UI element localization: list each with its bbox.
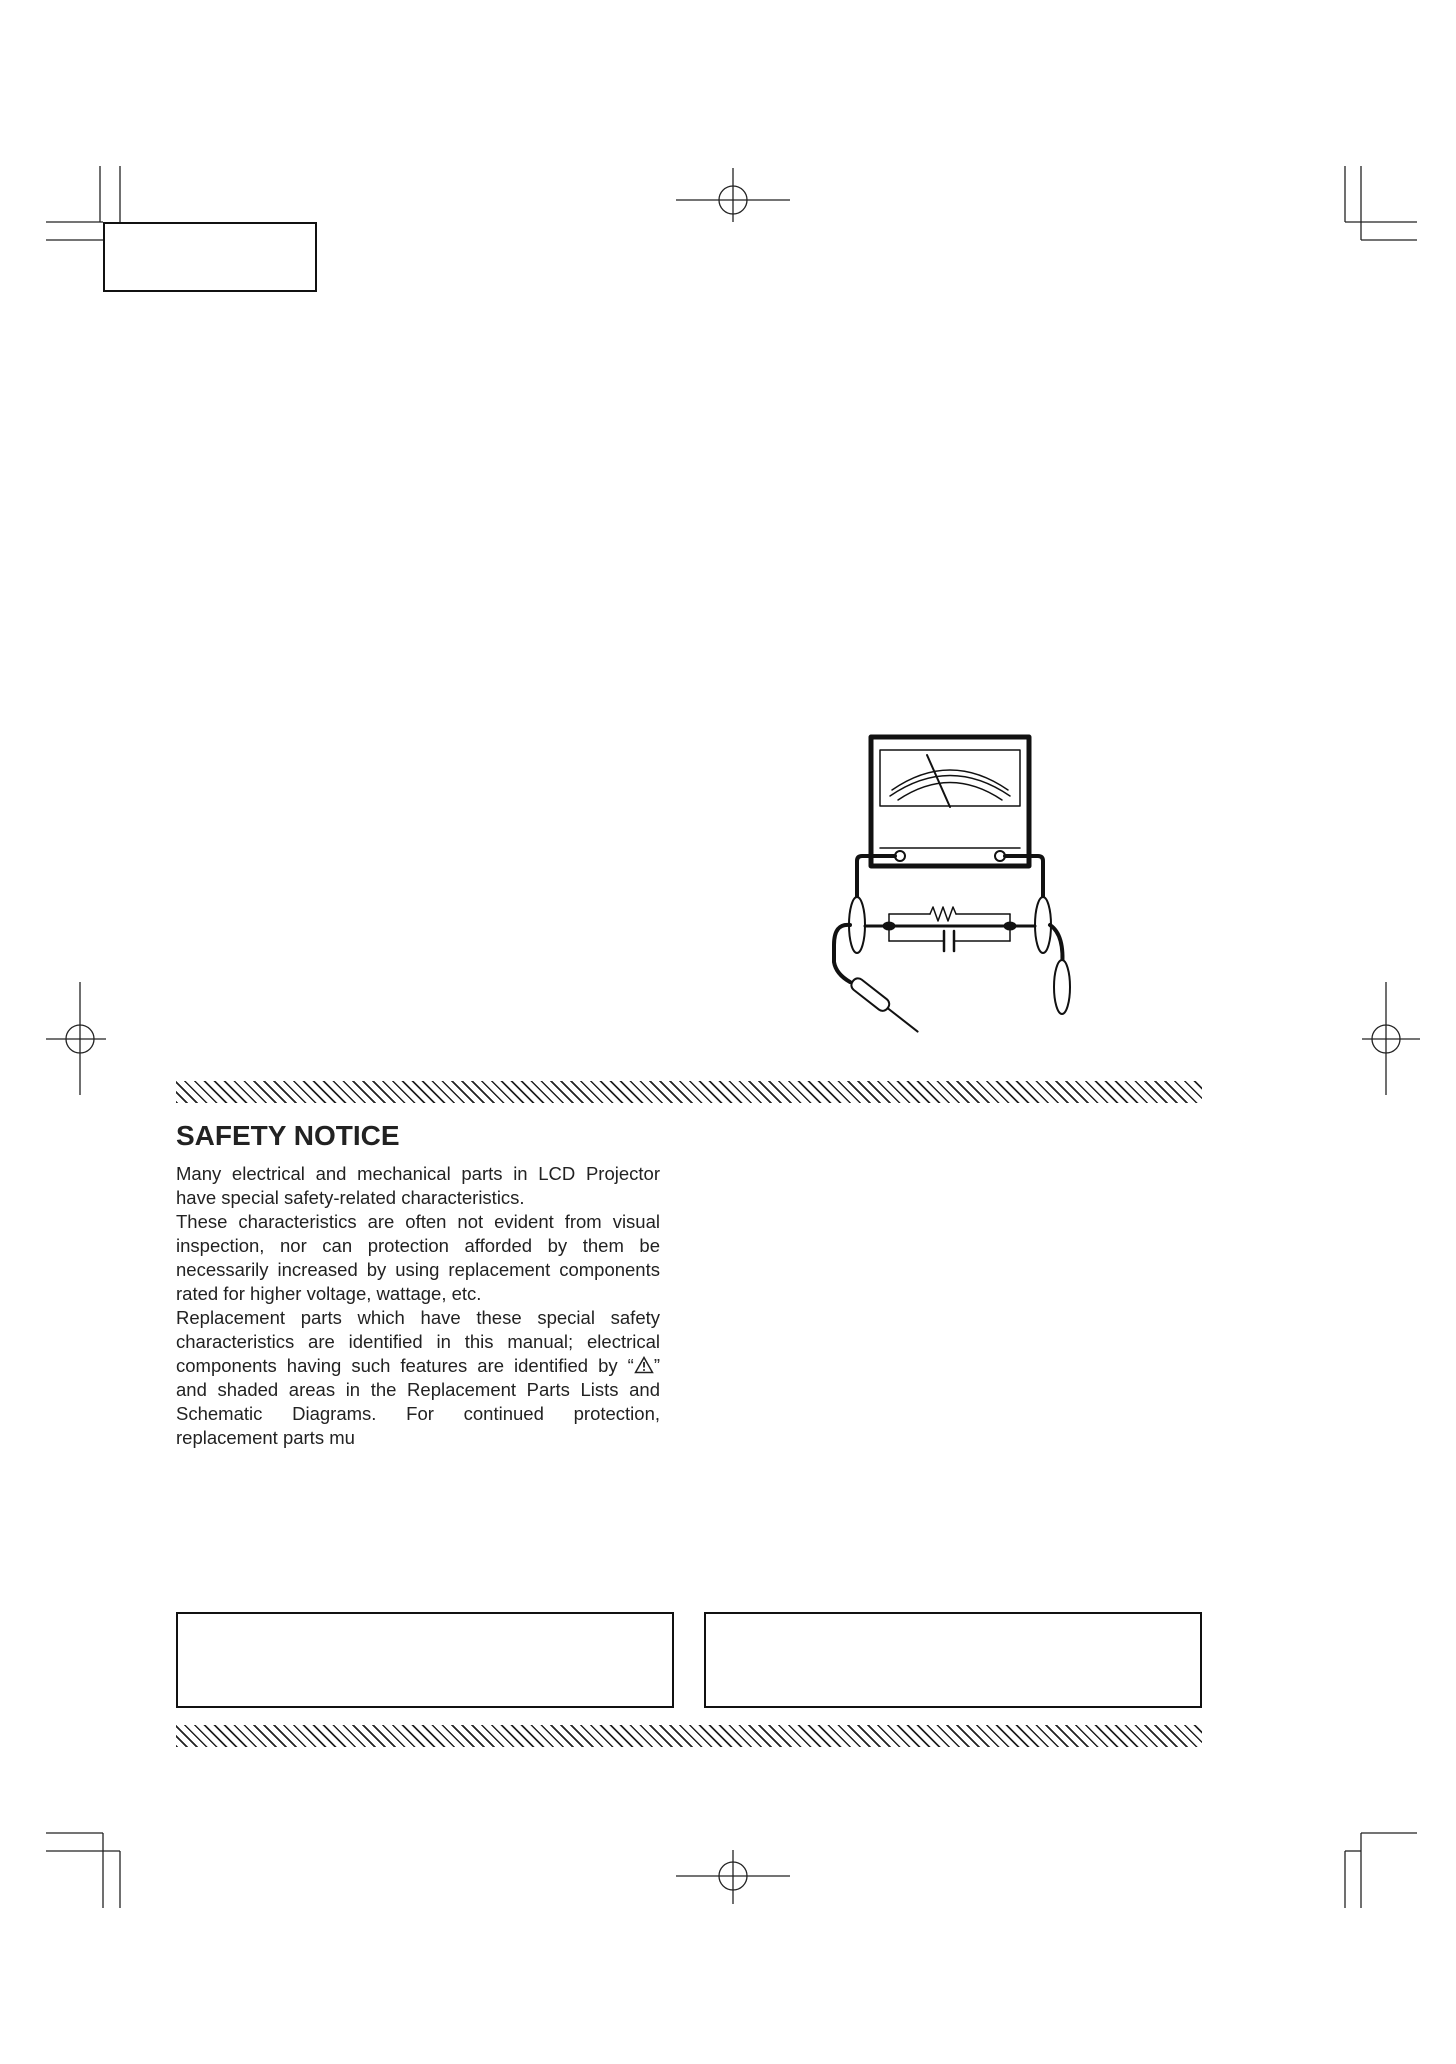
warning-triangle-icon <box>634 1356 654 1374</box>
meter-test-illustration <box>800 730 1100 1040</box>
test-lead-left <box>857 856 895 905</box>
hatched-band-top <box>176 1081 1202 1103</box>
paragraph-3-text-before: Replacement parts which have these special safety characteristics are identified in this manual; electrical components having such features are identified by “ <box>176 1307 660 1376</box>
test-probe-left <box>849 976 922 1037</box>
registration-mark-right <box>1362 982 1420 1095</box>
ground-clip-right <box>1054 960 1070 1014</box>
bottom-box-right <box>704 1612 1202 1708</box>
registration-mark-left <box>46 982 106 1095</box>
safety-notice-paragraph-2: These characteristics are often not evident from visual inspection, nor can protection afforded by them be necessarily increased by using replacement components rated for higher voltage, wattage, etc. <box>176 1211 660 1304</box>
resistor-symbol <box>930 907 956 921</box>
safety-notice-title: SAFETY NOTICE <box>176 1120 400 1151</box>
bottom-box-left <box>176 1612 674 1708</box>
header-box <box>103 222 317 292</box>
hatched-band-bottom <box>176 1725 1202 1747</box>
registration-mark-top <box>676 168 790 222</box>
meter-housing <box>871 737 1029 866</box>
paragraph-3-text-after: ” and shaded areas in the Replacement Parts Lists and Schematic Diagrams. For continued protection, replacement parts mu <box>176 1355 660 1448</box>
meter-needle <box>927 755 950 807</box>
safety-notice-paragraph-3 <box>176 1306 660 1450</box>
probe-wire-left <box>834 925 850 982</box>
test-lead-right <box>1005 856 1043 905</box>
safety-notice-body <box>176 1162 660 1450</box>
safety-notice-paragraph-1: Many electrical and mechanical parts in LCD Projector have special safety-related characteristics. <box>176 1163 660 1208</box>
registration-mark-bottom <box>676 1850 790 1904</box>
